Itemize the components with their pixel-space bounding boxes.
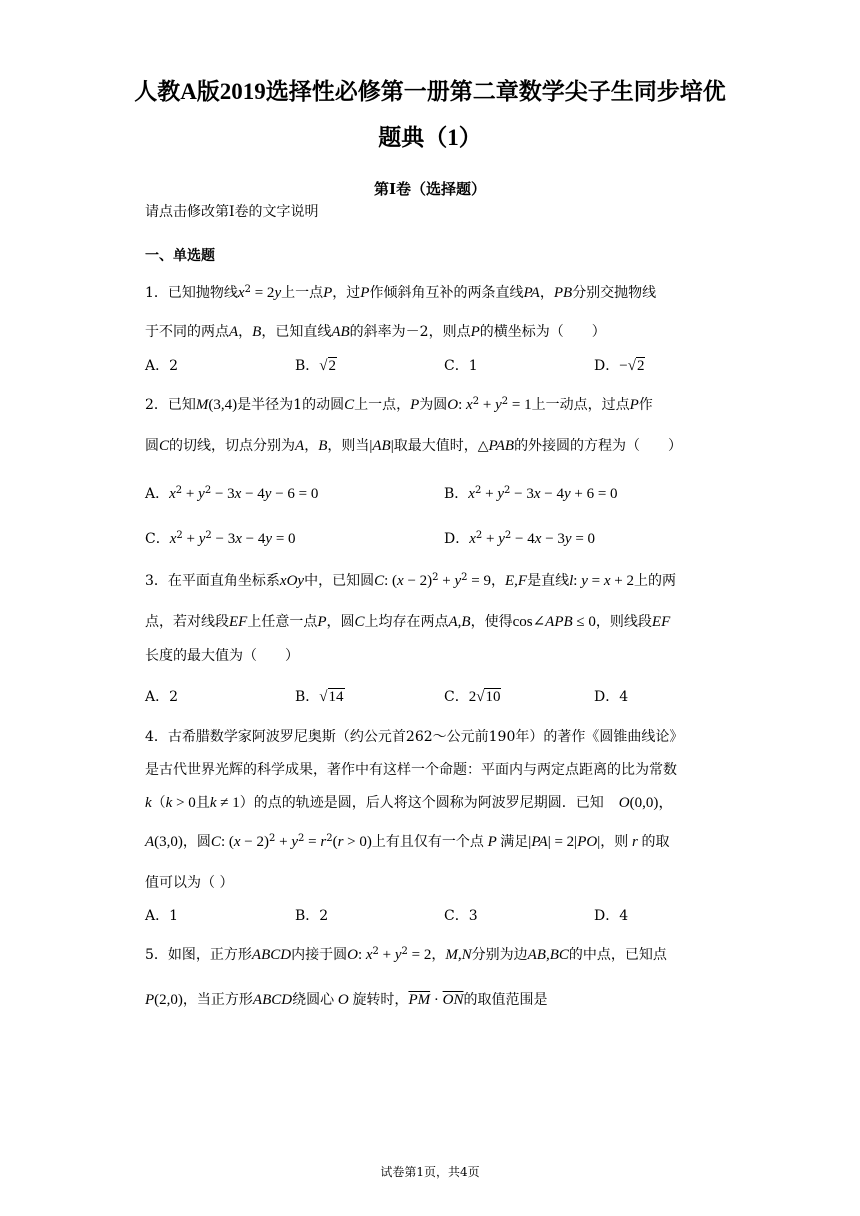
page-footer: 试卷第1页，共4页 [380,1165,480,1179]
question-3-option-c: C．2√10 [444,689,501,705]
question-3-option-b: B．√14 [295,689,344,705]
question-2-option-a: A．$x^2 + y^2 - 3x - 4y - 6 = 0$ [145,485,319,502]
question-4-line-4: A(3,0)，圆C: $(x - 2)^2 + y^2 = r^2(r > 0)$上有且仅有一个点 P 满足|PA| = 2|PO|，则 r 的取 [145,833,670,850]
question-4-option-b: B．2 [295,908,329,924]
question-3-line-3: 长度的最大值为（ ） [145,648,299,664]
question-4-line-3: k（k > 0且k ≠ 1）的点的轨迹是圆，后人将这个圆称为阿波罗尼期圆．已知 O(0,0)， [145,795,674,811]
question-3-option-a: A．2 [145,689,179,705]
section-note: 请点击修改第I卷的文字说明 [145,204,319,220]
section-heading: 第I卷（选择题） [373,180,487,198]
page-title-continued: 题典（1） [378,125,482,150]
question-1-option-b: B．√2 [295,358,337,374]
question-2-option-d: D．$x^2 + y^2 - 4x - 3y = 0$ [444,530,596,547]
question-2-line-2: 圆C的切线，切点分别为A，B，则当|AB|取最大值时，△PAB的外接圆的方程为（ ） [145,438,683,454]
question-1-option-c: C．1 [444,358,478,374]
question-5-line-1: 5．如图，正方形ABCD内接于圆O: $x^2 + y^2 = 2$，M,N分别为边AB,BC的中点，已知点 [145,946,667,963]
question-3-option-d: D．4 [594,689,629,705]
question-1-line-1: 1．已知抛物线$x^2 = 2y$上一点P，过P作倾斜角互补的两条直线PA，PB分别交抛物线 [145,284,657,301]
page-title: 人教A版2019选择性必修第一册第二章数学尖子生同步培优 [134,79,726,104]
question-4-option-c: C．3 [444,908,478,924]
question-4-line-5: 值可以为（ ） [145,875,234,891]
question-2-option-b: B．$x^2 + y^2 - 3x - 4y + 6 = 0$ [444,485,618,502]
question-2-line-1: 2．已知M(3,4)是半径为1的动圆C上一点，P为圆O: $x^2 + y^2 = 1$上一动点，过点P作 [145,396,653,413]
question-1-option-a: A．2 [145,358,179,374]
question-4-line-1: 4．古希腊数学家阿波罗尼奥斯（约公元首262～公元前190年）的著作《圆锥曲线论》 [145,729,684,745]
question-4-line-2: 是古代世界光辉的科学成果，著作中有这样一个命题：平面内与两定点距离的比为常数 [145,762,677,778]
question-2-option-c: C．$x^2 + y^2 - 3x - 4y = 0$ [145,530,296,547]
part-heading: 一、单选题 [145,248,215,264]
question-1-option-d: D．−√2 [594,358,645,374]
question-4-option-d: D．4 [594,908,629,924]
question-4-option-a: A．1 [145,908,179,924]
question-5-line-2: P(2,0)，当正方形ABCD绕圆心 O 旋转时，$\overline{PM} \cdot \overline{ON}$的取值范围是 [145,992,548,1008]
question-3-line-2: 点，若对线段EF上任意一点P，圆C上均存在两点A,B，使得cos∠APB ≤ 0，则线段EF [145,614,671,630]
question-1-line-2: 于不同的两点A，B，已知直线AB的斜率为－2，则点P的横坐标为（ ） [145,324,606,340]
question-3-line-1: 3．在平面直角坐标系xOy中，已知圆C: $(x - 2)^2 + y^2 = 9$，E,F是直线l: y = x + 2上的两 [145,572,676,589]
